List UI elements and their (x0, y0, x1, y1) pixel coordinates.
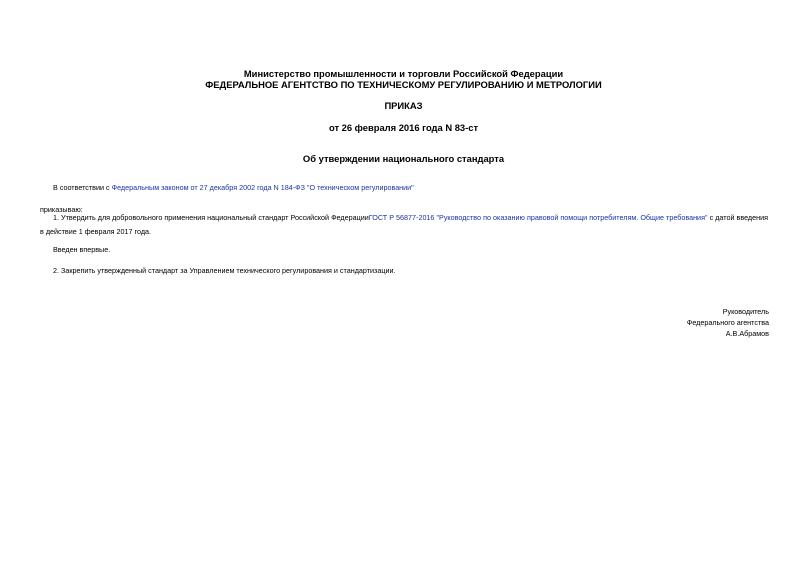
item-2-paragraph: 2. Закрепить утвержденный стандарт за Управлением технического регулирования и стандартизации. (53, 266, 396, 275)
item-1-prefix: 1. Утвердить для добровольного применения национальный стандарт Российской Федерации (53, 213, 369, 222)
order-word: приказываю: (40, 205, 83, 214)
federal-law-link[interactable]: Федеральным законом от 27 декабря 2002 года N 184-ФЗ "О техническом регулировании" (111, 183, 414, 192)
signature-organization: Федерального агентства (686, 318, 769, 327)
basis-prefix: В соответствии с (53, 183, 112, 192)
document-date-number: от 26 февраля 2016 года N 83-ст (328, 122, 479, 133)
item-1-suffix: с датой введения в действие 1 февраля 2017 года. (40, 213, 768, 236)
gost-standard-link[interactable]: ГОСТ Р 56877-2016 "Руководство по оказанию правовой помощи потребителям. Общие требования" (368, 213, 708, 222)
ministry-name: Министерство промышленности и торговли Российской Федерации (243, 68, 564, 79)
basis-paragraph (53, 183, 414, 192)
document-subject: Об утверждении национального стандарта (302, 153, 505, 164)
agency-name: ФЕДЕРАЛЬНОЕ АГЕНТСТВО ПО ТЕХНИЧЕСКОМУ РЕГУЛИРОВАНИЮ И МЕТРОЛОГИИ (205, 79, 602, 90)
signature-title: Руководитель (722, 307, 769, 316)
signature-name: А.В.Абрамов (725, 329, 769, 338)
document-type: ПРИКАЗ (384, 100, 423, 111)
item-1-paragraph (40, 211, 768, 238)
introduced-note: Введен впервые. (53, 245, 111, 254)
